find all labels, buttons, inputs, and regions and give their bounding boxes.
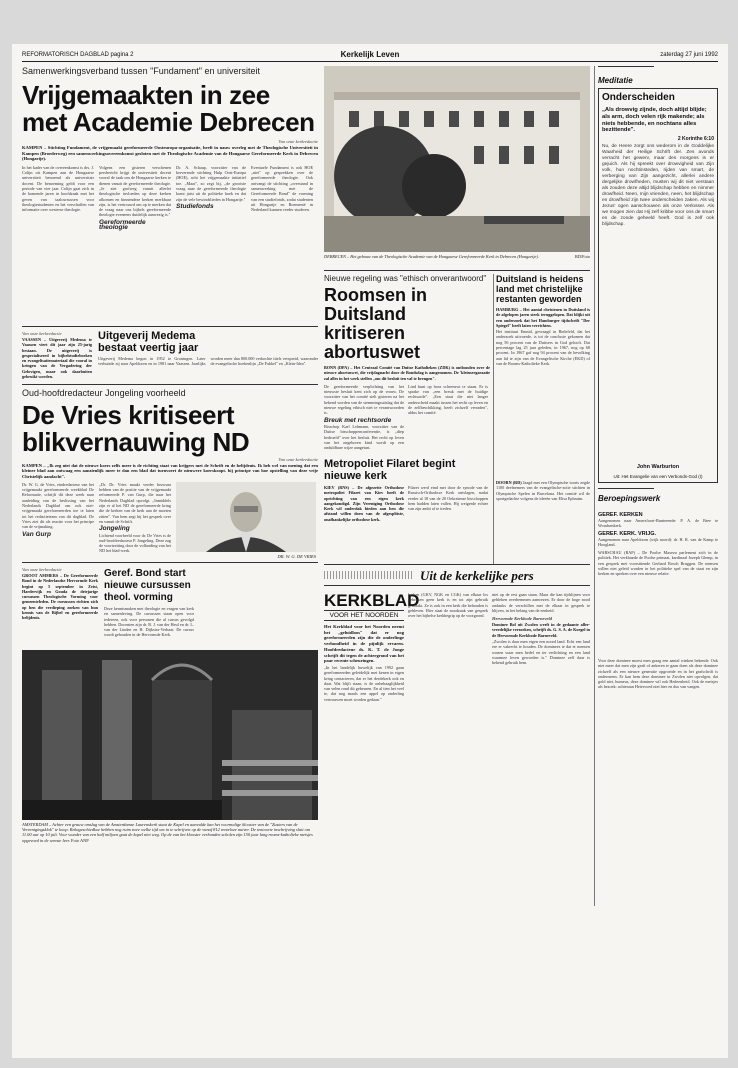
story-headline: Uitgeverij Medema bestaat veertig jaar [98,330,199,354]
byline: Van onze kerkredactie [278,457,318,462]
story-column: Dr. A. Schaap, voorzitter van de kerverende stichting Hulp Oost-Europa (HOE), acht het vrijgemaakte initiatief toe. „Maar", zo zegt hij, „de grootste vraag naar de gereformeerde theologie komt juist uit de politieke hoek en dat zijn de vele bewindslieden in Hongarije." Studiefonds [176,164,246,210]
pers-title: Uit de kerkelijke pers [420,568,534,583]
story-headline-1: Roomsen in Duitsland [324,285,428,324]
story-lead: Het Kerkblad voor het Noorden neemt het „geluidloos" dat er nog gereformeerden zijn die de onderlinge verbondheid in de pijnlijk ervaren. Hoofdredacteur ds. K. T. de Jonge schrijft dit tegen de achtergrond van het paar recente scheuringen. [324,624,404,664]
story-headline-2: met Academie Debrecen [22,107,315,137]
beroep-list [598,512,718,652]
meditatie-author: John Warburton [636,464,680,470]
story-lead: Dominee Bol uit Zwolen werft in de gedaante aller-vreedelijke verzoeken, schrijft ds. G. S. A. de Koegel in de Hervormde Kerkbode Barneveld. [492,622,590,638]
story-headline-2: kritiseren abortuswet [324,323,421,362]
kerkblad-title: KERKBLAD [324,591,420,610]
story-lead: KIEV (RNS) – De afgezette Orthodoxe metropoliet Filaret van Kiev heeft de oprichting van een eigen kerk aangekondigd. Zijn Vereniging Orthodoxe Kerk wil onderdak bieden aan hen die afstand willen doen van de afgesplitste, onafhankelijke orthodoxe kerk. [324,485,404,522]
kerkblad-subtitle: VOOR HET NOORDEN [324,611,404,621]
beroep-heading: GEREF. KERKEN [598,512,643,518]
story-column: Dr. W. G. de Vries, eindredacteur van het vrijgemaakt gereformeerde weekblad De Reformatie, schrijft dit deze week naar aanleiding van de beslissing van het Nederlands Dagblad om ook niet-vrijgemaakt gereformeerden toe te laten tot het redactieteam van dit dagblad. De Vries ziet dit als reactie voor het principe van de vrijmaking. Van Gurp [22,481,94,538]
story-hervormd [492,592,590,852]
story-column: „Dr. Dr. Vries maakt verder bezwaar hebben van de positie van de vrijgemaakt reformeerde P. van Gurp, die naar het Nederlands Dagblad opvolgt. „Inmiddels zijn er al het ND de gereformeerde kring die de kerken van de kerk aan de moeten zitten". Van hem zegt hij het gesprek over en vanuit de Schrift. Jongeling Lichtend voorbeeld voor dr. De Vries is de oud-hoofdredacteur P. Jongeling. Deze zag de voortzetting door de volharding van het ND het blad-werk. [99,481,171,554]
story-duitsland [496,274,590,474]
story-headline: Geref. Bond start nieuwe cursussen theol. vorming [104,568,191,603]
story-text: Filaret werd eind mei door de synode van de Russisch-Orthodoxe Kerk ontslagen, nadat eerder al 18 van de 20 Oekraïense bisschoppen hem hadden laten vallen. Hij weigerde echter van zijn ambt af te treden. [408,485,488,512]
page-header [22,50,718,62]
church-interior-photo [22,650,318,820]
beroep-tag: Beroepingswerk [598,488,718,508]
story-medema [98,330,318,382]
section-title: Kerkelijk Leven [340,50,400,59]
story-column: De gereformeerde verplichting van het nieuwste besluit kent zich op de vrouw. De voorzitter van het comité stelt gisteren na het bekend worden van de stemmingsuitslag dat de nieuwe regeling ethisch niet te verantwoorden is. Breuk met rechtsorde Bisschop Karl Lehmann, voorzitter van de Duitse bisschoppenconferentie, is „diep bedroefd" over het besluit. Het recht op leven van het ongeboren kind wordt op een onduldbare wijze aangetast. [324,383,404,451]
pers-banner [324,564,590,586]
brief-doorn: DOORN (RD) Jaagd met een Olympische toorts zegde 1100 deelnemers van de evangelische-actie stichten in Olympische Spelen in Barcelona. Het comité wil de sportgedachte volgens de ideeën van Elisa Ephraim. [496,480,590,501]
story-lead: HAMBURG – Het aantal christenen in Duitsland is de afgelopen jaren sterk teruggelopen. Dat blijkt uit een onderzoek dat het Hamburger tijdschrift "Der Spiegel" heeft laten verrichten. [496,307,590,328]
story-column: kerken (GKV, NGK en CGK) van elkaar los gebroken geen kerk is en tot zijn gebruik gemaakt. Ze is ook in een kerk die behouden is gebleven. Hier staat de noodzaak van gesprek over het bijbelse kerkbegrip op de voorgrond. [408,592,488,619]
story-kicker: Samenwerkingsverband tussen "Fundament" en universiteit [22,66,261,76]
story-text: niet op de rest gaan staan. Maar die kan tijdslijnen voor gebleken overhemmen aanwezen. Er door de hoge nood ondanks de verschillen met de elkaar in gesprek te blijven, in het belang van de eenheid. [492,592,590,613]
brief-bond [22,566,98,646]
story-filaret [324,458,490,560]
story-lead: BONN (DPA) – Het Centraal Comité van Duitse Katholieken (ZDK) is ontbonden over de nieuwe abortuswet, die vrijdagnacht door de Bondsdag is aangenomen. De 'kleinsergaraatie zal alles in het werk stellen „om dit besluit ten val te brengen". [324,365,490,381]
header-date: zaterdag 27 juni 1992 [660,52,718,58]
byline: Van onze kerkredactie [278,139,318,144]
story-text: Deze kennismaken met theologie en vragen van kerk en samenleving. De cursussen staan open voor iedereen, ook voor personen die al cursus gevolgd hebben. Docenten zijn dr. R. J. van der Heul en dr. L. van der Linden en H. Dijkstra-Verhaar. De cursus wordt gehouden in de Hervormde Kerk. [104,606,194,638]
meditatie-quote: „Als drowvig zijnde, doch altijd blijde; als arm, doch velen rijk makende; als niets hebbende, en nochtans alles bezittende". [602,107,707,134]
photo-caption: AMSTERDAM – Achter een grauw omslag van de Amsterdamse Laurenskerk staat de Kapel en aanvulde kan het voormalige klooster van de "Zusters van de Vereenigingsklok" te koop. Rekageschiedkoe hebben nog ruim twee welke tijd om in te schrijven op de vanaf 812 renteloze nuiver. De tentoorte inschrijving sluit om 11.00 uur op 10 juli. Voor wonder van een half miljoen gaat de kapel niet weg. Op de van het klooster verbonden scholen zijn 150 jaar lang rooms-katholieke meisjes opgevoed in de weeste leer. Foto ANP [22,822,313,843]
story-kerkblad [324,591,420,852]
brief-label: Van onze kerkredactie [22,567,62,572]
story-column: Eventuele Fundament is ook HOE „niet" op gesprekken over de gereformeerde theologie. Ook ontvangt de stichting „overstand in samenwerking met de Gereformeerde Bond" de vorming van een studiefonds, zodat studenten uit Hongarije en Roemenië in Nederland kunnen verder studeren. [251,164,313,213]
photo-caption: DR. W. G. DE VRIES [277,553,316,559]
story-lead: KAMPEN – „Ik zeg niet dat de nieuwe koers zelfs meer is de richting staat van krijgers met de Schrift en de belijdenis. Ik heb wel van mening dat een kleiner blad aan ontwaag een aanzienlijk meer te dan een blad dat turnvoert de nieuwere koerskoopt. bij principe van hoe opstelling van deze vrije Christelijk aandacht". [22,463,318,479]
story-debrecen [22,66,318,270]
photo-caption: DEBRECEN – Het gebouw van de Theologische Academie van de Hongaarse Gereformeerde Kerk in Debrecen (Hongarije). RD/Foto [324,254,590,259]
story-bond [104,568,318,648]
beroep-text: WARSCHAU (RAP) – De Poolse Maxeza parlement zich in de politiek. Het verklaarde de Poolse primaat, kardinaal Jozeph Glemp, in een gesprek met voorstitende Gerhard Bosch Bruggen. De mensen willen niet geleid worden in het politieke spel van de staat en zijn kerken en spreken over een nieuwe relatie. [598,550,718,577]
story-devries [22,388,318,559]
newspaper-page [12,44,728,1058]
story-kicker: Nieuwe regeling was "ethisch onverantwoord" [324,274,487,283]
portrait-photo [176,482,316,552]
story-column: Volgens een gisteren verschenen persbericht krijgt de universiteit docent vooral de taak om de Hongaarse kerken te dienen vanuit de gereformeerde theologie. „Je ziet grofweg vanuit allerlei theologische invloeden op deze kerken afkomen en binnendeze kerken merkbaar zijn, is het vertrouwd om op te merken dat de vraag naar ons bijbels gereformeerde theologie eveneens duidelijk aanwezig is." Gereformeerde theologie [99,164,171,232]
beroep-heading: GEREF. KERK. VRIJG. [598,530,657,537]
story-headline-1: De Vries kritiseert [22,400,235,430]
beroep-text: Aangenomen naar Amersfoort-Bunterende: P. A. de Bree te Woudsenkerk. [598,518,718,529]
story-headline-2: blikvernauwing ND [22,427,250,457]
beroep-text: Aangenomen naar Apeldoorn (wijk noord): dr. H. R. van de Kamp te Hoogland. [598,536,718,547]
brief-text: VAASSEN – Uitgeverij Medema te Vaassen viert dit jaar zijn 25-jarig bestaan. De uitgeverij is gespecialiseerd in bijbelstudieboeken en evangelisatiemateriaal die vooral in kringen van de Vergadering der Gelovigen, maar ook daarbuiten gebruikt worden. [22,337,92,380]
story-kicker: Oud-hoofdredacteur Jongeling voorheeld [22,388,186,398]
meditatie-author-note: Uit: Het Evangelie van een Verbonds-God (I) [613,474,703,479]
meditatie-tag: Meditatie [598,66,718,86]
story-text: „In het landelijk huwelijk van 1992 gaan gereformeerden geleidelijk met kenen in eigen kring contacteren, dat er het derdekerk ook en daar. Wat blijft staan, is de onbehaaglijkheid van velen rond dit gebeuren. En al tien het veel te, dat nog maals een appel op onderling vertrouwen moet worden gedaan." [324,664,404,702]
brief-medema [22,330,92,382]
header-left: REFORMATORISCH DAGBLAD pagina 2 [22,52,134,58]
story-headline-1: Vrijgemaakten in zee [22,80,270,110]
story-lead: KAMPEN – Stichting Fundament, de vrijgemaakt gereformeerde Oosteuropa-organisatie, heeft in nauw overleg met de Theologische Universiteit in Kampen (Broederweg) een samenwerkingsovereenkomst gesloten met de Theologische Academie van de Hongaarse Gereformeerde Kerk in Debrecen (Hongarije). [22,145,318,162]
meditatie-text: Nu, de Heere zorgt ons wederom in de Goddelijke Waarheid der Heilige Schrift der. Zes avonds verracht het gewerv, maar des morgens is er gejuich. Als hij spreekt over drowvigheid van Zijn volk, hun nochtinsteden, rijden van smart, de verberging van Zijn aangezicht, allerlei andere dergelijke drowfheden, musten wij dit niet verstaan als zouden deze altijd blijdschap hebben en nimmer drowfheid. Neen, mijn vrienden, neen, het blijdschap en drowfheid zijn twee onderscheiden zaken. Als wij Jezus' ogen aanschouwen als onze Verlosser. Als we mogen zien dat Hij zelf kribbe voor ons de smart en de zonde geheeld heeft. God is zelf ook blijdschap. [602,144,714,228]
story-roomsen [324,274,490,452]
story-column: In het kader van de overeenkomst is drs. J. Colijn uit Kampen aan de Hongaarse universiteit benoemd als universitair docent. De benoeming geldt voor een periode van vier jaar. Colijn gaat zich in de komende jaren in hoofdzaak met het geven van taalcursussen voor theologiestudenten en het verschaffen van informatie over westerse theologie. [22,164,94,213]
story-text: Het instituut Emnid, gevraagd in Bielefeld, dat het onderzoek uitvoerde, is tot de conclusie gekomen dat nog 56 procent van de Duitsers in God gelooft. Dat percentage lag 25 jaar geleden, in 1967, nog op 68 procent. In 1967 gaf nog 94 procent van de bevolking aan lid te zijn van de Evangelische Kirche (EKD) of van de Rooms-Katholieke Kerk. [496,329,590,366]
meditatie-ref: 2 Korinthe 6:10 [677,136,714,143]
story-column: Lind kunt op hoor schreeuwt te staan. Er is sprake van „een breuk met de huidige rechtsorde". „Een staat die niet langer onderscheid maakt tussen het recht op leven en de zelfbeschikking, heeft zichzelf verraden", aldus het comité. [408,383,488,416]
story-text: Uitgeverij Medema begon in 1952 te Groningen. Later verhuisde zij naar Apeldoorn en in 1981 naar Vaassen. Jaarlijks worden meer dan 800.000 verkochte titels verspreid, waaronder de evangelische boekenlijn „De Fakkel" en „Klein-Idea". [98,356,318,367]
story-column: Voor deze dominee moest men graag een aantal winken bekende. Ook niet meer dat men zijn graft of ankeren te gaan doen als deze dominee zichzelf als een nieuwe generatie opgroeide en in het grafschrift is onderneem. Er kan hem deze dominee in Zwolen niet opvolgen, dat gold niet, humeus, deze dominee wil ook Hedeenheid. Ook de meisjes als bezoek: achteraan Heiervoed niet hier en dus van vangen. [598,658,718,690]
story-text: „Zwolen is daar men eigen een noord land. Echt een land ere er vakrecht te houden. De dominees te dat er mensen wonen waar men bedel en ter verlichting en een land waarmee leven geworden is." Dominee zelf daar is bekend gebruik hem. [492,639,590,666]
brief-label: Van onze kerkredactie [22,331,62,336]
academy-building-photo [324,66,590,252]
story-headline: Metropoliet Filaret begint nieuwe kerk [324,458,456,482]
story-headline: Duitsland is heidens land met christelijke restanten geworden [496,274,584,304]
meditatie-title: Onderscheiden [602,92,675,103]
byline: Hervormde Kerkbode Barneveld [492,616,552,622]
meditatie-box [598,88,718,483]
brief-text: GROOT AMMERS – De Gereformeerde Bond in de Nederlandse Hervormde Kerk begint op 5 september in Zeist, Hardervijk en Gouda de driejarige cursussen Theologische Vorming voor gemeenteleden. De cursussen richten zich op hen die verdieping zoeken van hun kennis van de Bijbel en gereformeerde belijdenis. [22,573,98,621]
